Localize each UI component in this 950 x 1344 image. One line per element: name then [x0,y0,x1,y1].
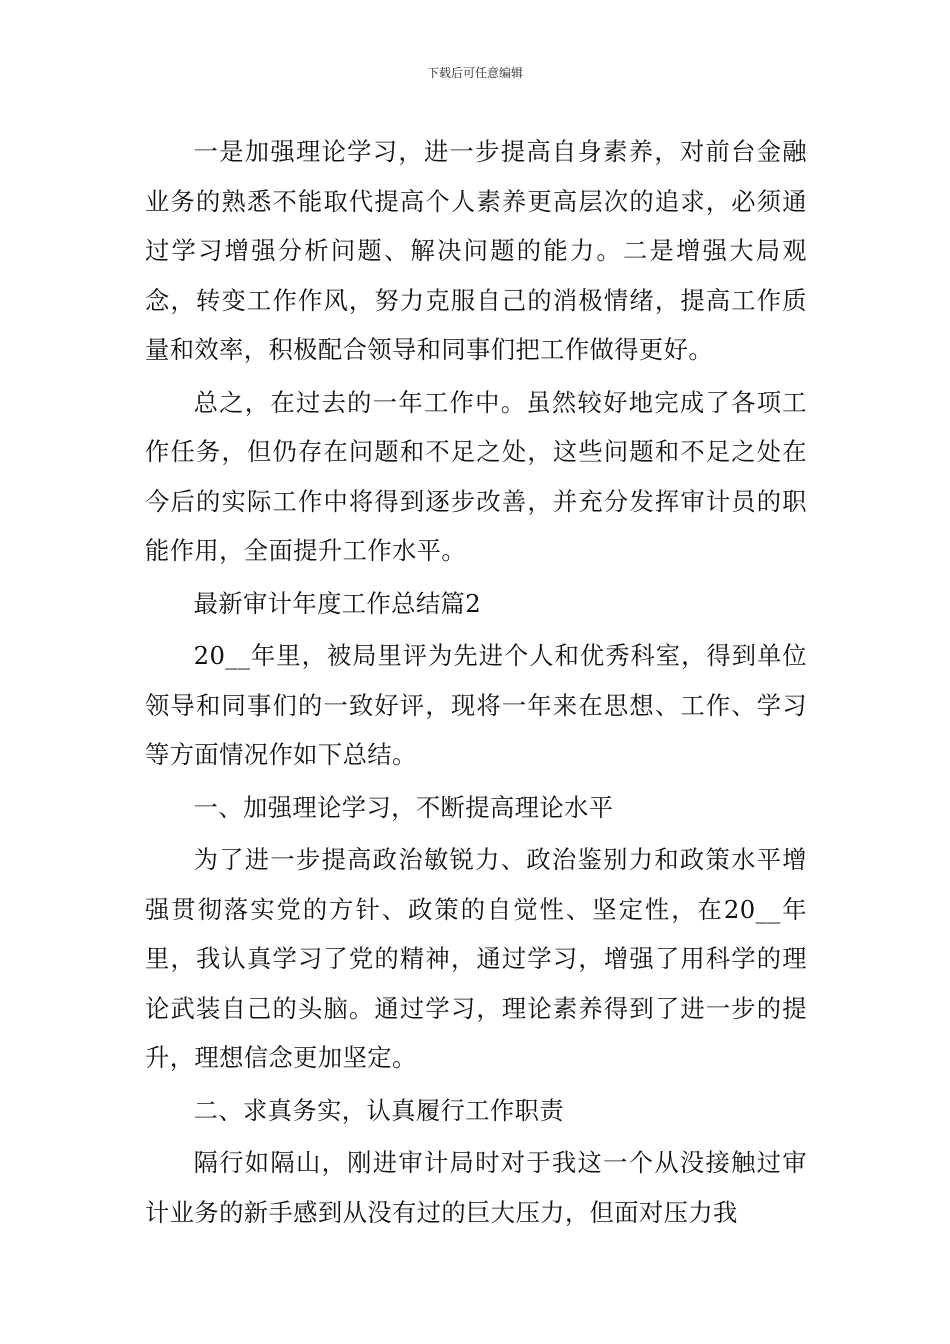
paragraph-study-and-attitude: 一是加强理论学习，进一步提高自身素养，对前台金融业务的熟悉不能取代提高个人素养更高层次的追求，必须通过学习增强分析问题、解决问题的能力。二是增强大局观念，转变工作作风，努力克服自己的消极情绪，提高工作质量和效率，积极配合领导和同事们把工作做得更好。 [145,137,807,364]
paragraph-duties: 隔行如隔山，刚进审计局时对于我这一个从没接触过审计业务的新手感到从没有过的巨大压力，但面对压力我 [145,1148,807,1227]
heading-duties: 二、求真务实，认真履行工作职责 [193,1095,565,1125]
paragraph-theory-study: 为了进一步提高政治敏锐力、政治鉴别力和政策水平增强贯彻落实党的方针、政策的自觉性、坚定性，在20__年里，我认真学习了党的精神，通过学习，增强了用科学的理论武装自己的头脑。通过学习，理论素养得到了进一步的提升，理想信念更加坚定。 [145,845,807,1072]
paragraph-conclusion: 总之，在过去的一年工作中。虽然较好地完成了各项工作任务，但仍存在问题和不足之处，这些问题和不足之处在今后的实际工作中将得到逐步改善，并充分发挥审计员的职能作用，全面提升工作水平。 [145,387,807,565]
section-title: 最新审计年度工作总结篇2 [193,588,482,618]
heading-theory-study: 一、加强理论学习，不断提高理论水平 [193,792,614,822]
paragraph-intro: 20__年里，被局里评为先进个人和优秀科室，得到单位领导和同事们的一致好评，现将一年来在思想、工作、学习等方面情况作如下总结。 [145,641,807,769]
document-body [145,127,807,1240]
page-header-note: 下载后可任意编辑 [426,66,523,80]
